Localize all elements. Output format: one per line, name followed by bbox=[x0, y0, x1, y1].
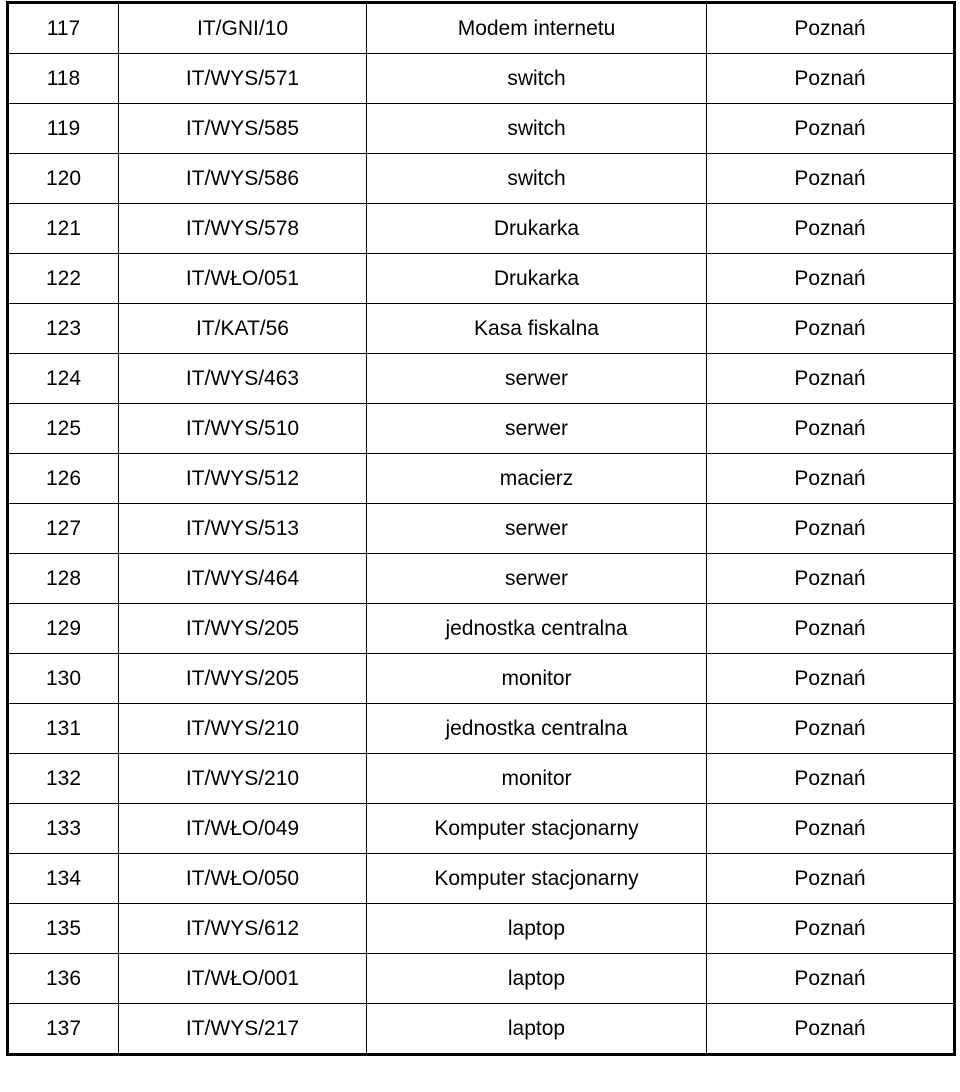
location-cell: Poznań bbox=[707, 654, 955, 704]
inventory-code-cell: IT/GNI/10 bbox=[119, 3, 367, 54]
table-row bbox=[8, 54, 955, 104]
location-cell: Poznań bbox=[707, 954, 955, 1004]
table-row bbox=[8, 454, 955, 504]
inventory-code-cell: IT/WYS/571 bbox=[119, 54, 367, 104]
row-number-cell: 122 bbox=[8, 254, 119, 304]
location-cell: Poznań bbox=[707, 504, 955, 554]
inventory-code-cell: IT/WYS/217 bbox=[119, 1004, 367, 1055]
location-cell: Poznań bbox=[707, 554, 955, 604]
inventory-code-cell: IT/WYS/510 bbox=[119, 404, 367, 454]
inventory-code-cell: IT/WYS/612 bbox=[119, 904, 367, 954]
table-row bbox=[8, 754, 955, 804]
location-cell: Poznań bbox=[707, 404, 955, 454]
location-cell: Poznań bbox=[707, 104, 955, 154]
inventory-code-cell: IT/WYS/512 bbox=[119, 454, 367, 504]
inventory-code-cell: IT/WYS/513 bbox=[119, 504, 367, 554]
item-name-cell: jednostka centralna bbox=[367, 704, 707, 754]
table-row bbox=[8, 204, 955, 254]
table-row bbox=[8, 3, 955, 54]
table-row bbox=[8, 904, 955, 954]
item-name-cell: serwer bbox=[367, 504, 707, 554]
inventory-code-cell: IT/WYS/210 bbox=[119, 754, 367, 804]
inventory-code-cell: IT/WYS/463 bbox=[119, 354, 367, 404]
inventory-table-body bbox=[8, 3, 955, 1055]
row-number-cell: 121 bbox=[8, 204, 119, 254]
inventory-code-cell: IT/WŁO/049 bbox=[119, 804, 367, 854]
row-number-cell: 134 bbox=[8, 854, 119, 904]
location-cell: Poznań bbox=[707, 354, 955, 404]
row-number-cell: 135 bbox=[8, 904, 119, 954]
row-number-cell: 126 bbox=[8, 454, 119, 504]
item-name-cell: monitor bbox=[367, 754, 707, 804]
item-name-cell: Drukarka bbox=[367, 204, 707, 254]
location-cell: Poznań bbox=[707, 904, 955, 954]
location-cell: Poznań bbox=[707, 154, 955, 204]
item-name-cell: switch bbox=[367, 154, 707, 204]
item-name-cell: macierz bbox=[367, 454, 707, 504]
inventory-code-cell: IT/WYS/205 bbox=[119, 654, 367, 704]
item-name-cell: Komputer stacjonarny bbox=[367, 854, 707, 904]
table-row bbox=[8, 154, 955, 204]
table-row bbox=[8, 354, 955, 404]
table-row bbox=[8, 704, 955, 754]
item-name-cell: laptop bbox=[367, 904, 707, 954]
table-row bbox=[8, 954, 955, 1004]
item-name-cell: Komputer stacjonarny bbox=[367, 804, 707, 854]
item-name-cell: laptop bbox=[367, 954, 707, 1004]
table-row bbox=[8, 1004, 955, 1055]
location-cell: Poznań bbox=[707, 804, 955, 854]
item-name-cell: serwer bbox=[367, 554, 707, 604]
inventory-code-cell: IT/KAT/56 bbox=[119, 304, 367, 354]
row-number-cell: 131 bbox=[8, 704, 119, 754]
table-row bbox=[8, 254, 955, 304]
table-row bbox=[8, 304, 955, 354]
table-row bbox=[8, 654, 955, 704]
item-name-cell: Kasa fiskalna bbox=[367, 304, 707, 354]
location-cell: Poznań bbox=[707, 854, 955, 904]
location-cell: Poznań bbox=[707, 754, 955, 804]
inventory-code-cell: IT/WYS/578 bbox=[119, 204, 367, 254]
row-number-cell: 117 bbox=[8, 3, 119, 54]
table-row bbox=[8, 104, 955, 154]
row-number-cell: 124 bbox=[8, 354, 119, 404]
location-cell: Poznań bbox=[707, 254, 955, 304]
row-number-cell: 120 bbox=[8, 154, 119, 204]
row-number-cell: 132 bbox=[8, 754, 119, 804]
row-number-cell: 118 bbox=[8, 54, 119, 104]
row-number-cell: 136 bbox=[8, 954, 119, 1004]
table-row bbox=[8, 554, 955, 604]
location-cell: Poznań bbox=[707, 704, 955, 754]
item-name-cell: laptop bbox=[367, 1004, 707, 1055]
inventory-code-cell: IT/WYS/464 bbox=[119, 554, 367, 604]
item-name-cell: switch bbox=[367, 104, 707, 154]
location-cell: Poznań bbox=[707, 204, 955, 254]
item-name-cell: switch bbox=[367, 54, 707, 104]
row-number-cell: 137 bbox=[8, 1004, 119, 1055]
row-number-cell: 119 bbox=[8, 104, 119, 154]
inventory-code-cell: IT/WŁO/050 bbox=[119, 854, 367, 904]
item-name-cell: serwer bbox=[367, 354, 707, 404]
location-cell: Poznań bbox=[707, 3, 955, 54]
inventory-code-cell: IT/WYS/585 bbox=[119, 104, 367, 154]
inventory-code-cell: IT/WYS/586 bbox=[119, 154, 367, 204]
row-number-cell: 129 bbox=[8, 604, 119, 654]
table-row bbox=[8, 504, 955, 554]
location-cell: Poznań bbox=[707, 604, 955, 654]
inventory-code-cell: IT/WYS/210 bbox=[119, 704, 367, 754]
row-number-cell: 125 bbox=[8, 404, 119, 454]
location-cell: Poznań bbox=[707, 1004, 955, 1055]
inventory-code-cell: IT/WYS/205 bbox=[119, 604, 367, 654]
table-row bbox=[8, 854, 955, 904]
location-cell: Poznań bbox=[707, 304, 955, 354]
row-number-cell: 128 bbox=[8, 554, 119, 604]
location-cell: Poznań bbox=[707, 454, 955, 504]
inventory-code-cell: IT/WŁO/001 bbox=[119, 954, 367, 1004]
table-row bbox=[8, 604, 955, 654]
inventory-table bbox=[6, 1, 956, 1056]
item-name-cell: serwer bbox=[367, 404, 707, 454]
inventory-code-cell: IT/WŁO/051 bbox=[119, 254, 367, 304]
table-row bbox=[8, 404, 955, 454]
table-row bbox=[8, 804, 955, 854]
item-name-cell: jednostka centralna bbox=[367, 604, 707, 654]
row-number-cell: 133 bbox=[8, 804, 119, 854]
item-name-cell: monitor bbox=[367, 654, 707, 704]
item-name-cell: Drukarka bbox=[367, 254, 707, 304]
row-number-cell: 127 bbox=[8, 504, 119, 554]
location-cell: Poznań bbox=[707, 54, 955, 104]
row-number-cell: 130 bbox=[8, 654, 119, 704]
item-name-cell: Modem internetu bbox=[367, 3, 707, 54]
row-number-cell: 123 bbox=[8, 304, 119, 354]
